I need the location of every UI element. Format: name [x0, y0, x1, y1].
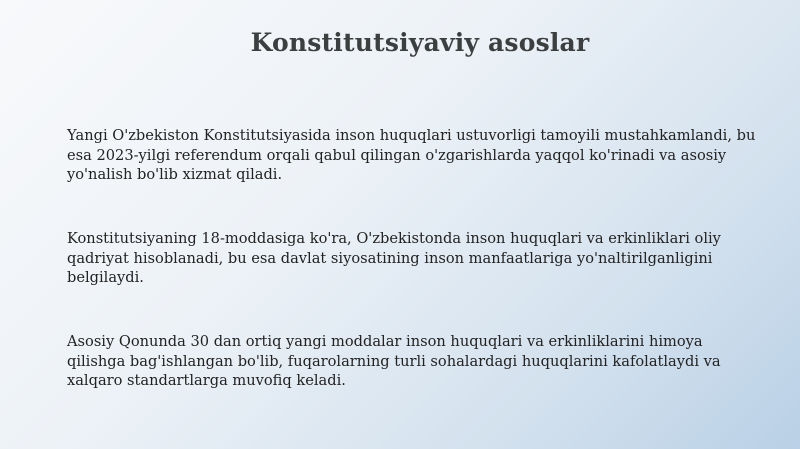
paragraph-1: Yangi O'zbekiston Konstitutsiyasida inson huquqlari ustuvorligi tamoyili mustahkamlandi, bu esa 2023-yilgi referendum orqali qabul qilingan o'zgarishlarda yaqqol ko'rinadi va asosiy yo'nalish bo'lib xizmat qiladi. — [67, 127, 756, 183]
paragraph-3: Asosiy Qonunda 30 dan ortiq yangi moddalar inson huquqlari va erkinliklarini himoya qilishga bag'ishlangan bo'lib, fuqarolarning turli sohalardagi huquqlarini kafolatlaydi va xalqaro standartlarga muvofiq keladi. — [67, 333, 721, 389]
paragraph-2: Konstitutsiyaning 18-moddasiga ko'ra, O'zbekistonda inson huquqlari va erkinliklari oliy qadriyat hisoblanadi, bu esa davlat siyosatining inson manfaatlariga yo'naltirilganligini belgilaydi. — [67, 230, 721, 286]
slide-title: Konstitutsiyaviy asoslar — [250, 28, 590, 57]
